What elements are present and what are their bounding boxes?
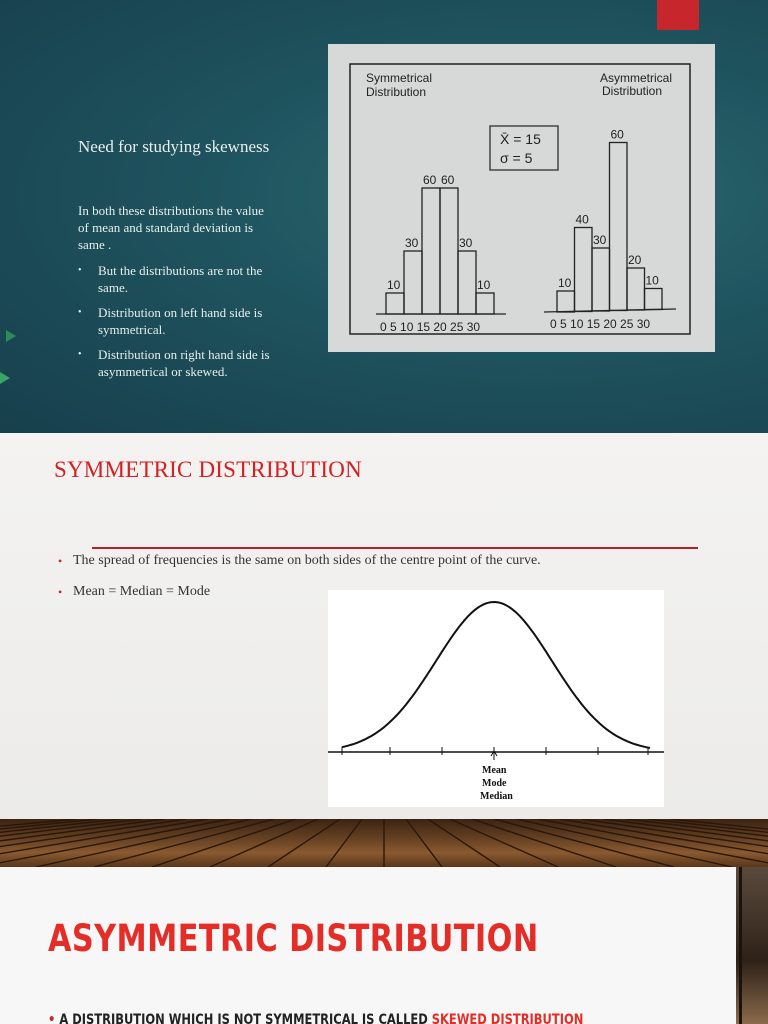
arrow-decoration-icon: [6, 330, 16, 342]
histogram-bar: [557, 291, 575, 312]
histogram-bar: [575, 228, 593, 312]
bell-curve: [342, 602, 650, 748]
bullet-list: [78, 262, 288, 388]
plank-seam: [152, 819, 296, 867]
slide-heading: Need for studying skewness: [78, 137, 270, 156]
histogram-bar: [440, 188, 458, 314]
left-title-line2: Distribution: [366, 85, 427, 99]
histogram-bar: [458, 251, 476, 314]
bar-value-label: 30: [593, 233, 607, 247]
bar-value-label: 10: [477, 278, 491, 292]
bar-value-label: 60: [423, 173, 437, 187]
mean-label: X̄ = 15: [500, 131, 541, 147]
wood-planks: [0, 819, 768, 867]
list-item: [58, 552, 541, 570]
bullet-icon: •: [78, 349, 82, 360]
histogram-bar: [645, 289, 663, 310]
histogram-figure: [328, 44, 715, 352]
slide-accent-tab: [657, 0, 699, 30]
axis-ticks: [342, 747, 648, 755]
textbook-figure-photo: [328, 44, 715, 352]
histogram-bar: [422, 188, 440, 314]
left-title-line1: Symmetrical: [366, 71, 433, 85]
bullet-icon: •: [58, 554, 63, 568]
wood-floor-divider: [0, 819, 768, 867]
plank-seam: [494, 819, 674, 867]
title-divider: [92, 547, 698, 549]
right-axis-labels: 0 5 10 15 20 25 30: [550, 317, 651, 331]
mean-label: Mean: [482, 765, 507, 776]
slide-asymmetric-distribution: [0, 867, 768, 1024]
plank-seam: [36, 819, 252, 867]
histogram-bar: [627, 268, 645, 310]
median-label: Median: [480, 791, 513, 802]
plank-seam: [94, 819, 274, 867]
bullet-icon: •: [48, 1012, 60, 1024]
plank-seam: [472, 819, 616, 867]
left-axis-labels: 0 5 10 15 20 25 30: [380, 320, 481, 334]
bullet-icon: •: [78, 307, 82, 318]
bar-value-label: 60: [610, 127, 624, 142]
bar-value-label: 40: [575, 212, 589, 227]
plank-seam: [516, 819, 732, 867]
bullet-text: Distribution on left hand side is symmetrical.: [98, 305, 263, 337]
highlighted-term: SKEWED DISTRIBUTION: [431, 1012, 584, 1024]
plank-seam: [406, 819, 442, 867]
list-item: [78, 346, 288, 380]
histogram-bar: [386, 293, 404, 314]
right-title-line1: Asymmetrical: [600, 71, 673, 85]
bullet-text: Distribution on right hand side is asymmetrical or skewed.: [98, 347, 270, 379]
bar-value-label: 30: [459, 236, 473, 250]
left-histogram: [386, 173, 494, 314]
histogram-bar: [592, 248, 610, 311]
right-title-line2: Distribution: [602, 84, 663, 98]
plank-seam: [326, 819, 362, 867]
slide-title: SYMMETRIC DISTRIBUTION: [54, 457, 362, 482]
slide-skewness-intro: [0, 0, 768, 433]
intro-text: In both these distributions the value of mean and standard deviation is same .: [78, 203, 264, 252]
sigma-label: σ = 5: [500, 150, 533, 166]
slide-symmetric-distribution: [0, 433, 768, 819]
slide-side-rule: [739, 867, 742, 1024]
slide-title: ASYMMETRIC DISTRIBUTION: [48, 917, 539, 960]
histogram-bar: [476, 293, 494, 314]
bar-value-label: 60: [441, 173, 455, 187]
bar-value-label: 30: [405, 236, 419, 250]
bar-value-label: 10: [558, 276, 572, 290]
bullet-text: The spread of frequencies is the same on both sides of the centre point of the curve.: [73, 553, 541, 568]
histogram-bar: [404, 251, 422, 314]
bullet-icon: •: [78, 265, 82, 276]
histogram-bar: [610, 143, 628, 311]
bullet-icon: •: [58, 585, 63, 599]
list-item: [78, 304, 288, 338]
normal-curve-figure: [328, 590, 664, 807]
list-item: [48, 1012, 583, 1024]
plank-seam: [268, 819, 340, 867]
arrow-decoration-icon: [0, 372, 10, 384]
normal-curve-svg: [328, 590, 664, 807]
bullet-text: Mean = Median = Mode: [73, 584, 211, 599]
bar-value-label: 10: [387, 278, 401, 292]
plank-seam: [428, 819, 500, 867]
list-item: [78, 262, 288, 296]
right-histogram: [557, 128, 662, 313]
plank-lines: [0, 819, 768, 867]
bar-value-label: 10: [645, 273, 659, 288]
bar-value-label: 20: [628, 253, 642, 267]
bullet-text: But the distributions are not the same.: [98, 263, 263, 295]
bullet-text: A DISTRIBUTION WHICH IS NOT SYMMETRICAL IS CALLED: [59, 1012, 432, 1024]
mode-label: Mode: [482, 778, 507, 789]
